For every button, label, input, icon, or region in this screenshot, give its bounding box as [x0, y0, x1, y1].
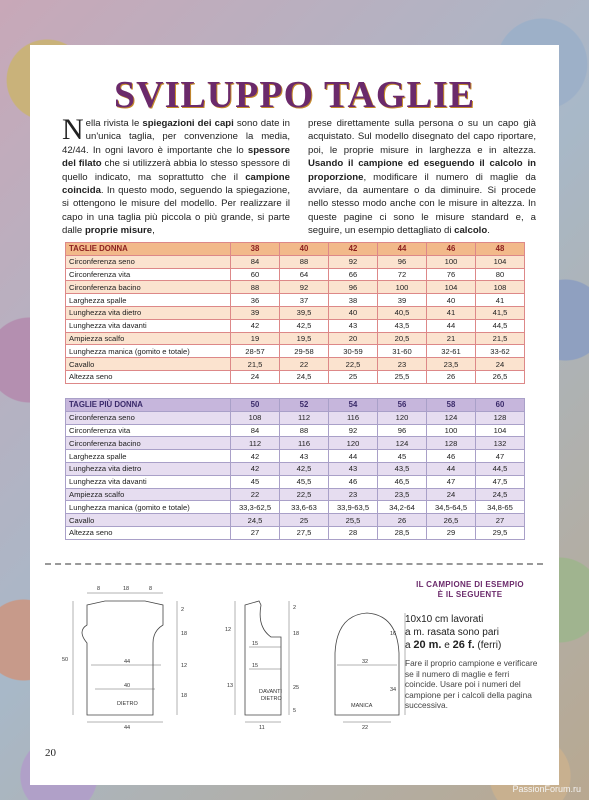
measurement-value: 46,5: [378, 475, 427, 488]
measurement-value: 42: [231, 450, 280, 463]
measurement-value: 36: [231, 294, 280, 307]
measurement-value: 88: [231, 281, 280, 294]
measurement-value: 47: [427, 475, 476, 488]
measurement-value: 64: [280, 268, 329, 281]
sleeve-label: MANICA: [351, 703, 373, 709]
measurement-label: Larghezza spalle: [66, 450, 231, 463]
measurement-label: Lunghezza manica (gomito e totale): [66, 501, 231, 514]
measurement-label: Lunghezza vita dietro: [66, 462, 231, 475]
measurement-value: 19,5: [280, 332, 329, 345]
measurement-value: 116: [329, 411, 378, 424]
page-number: 20: [45, 747, 56, 759]
measurement-value: 96: [329, 281, 378, 294]
intro-segment: calcolo: [454, 225, 488, 237]
sample-stitches: 20 m.: [413, 639, 442, 651]
measurement-value: 41: [427, 306, 476, 319]
table-header-label: TAGLIE PIÙ DONNA: [66, 399, 231, 412]
intro-segment: campione coincida: [62, 171, 290, 197]
measurement-value: 31-60: [378, 345, 427, 358]
measurement-value: 42,5: [280, 319, 329, 332]
measurement-value: 96: [378, 424, 427, 437]
sleeve-right-1: 16: [390, 631, 397, 637]
measurement-value: 32-61: [427, 345, 476, 358]
back-right-3: 12: [181, 663, 188, 669]
table-row: [66, 450, 525, 463]
table-row: [66, 281, 525, 294]
measurement-label: Circonferenza seno: [66, 255, 231, 268]
intro-segment: proprie misure: [84, 225, 153, 237]
sample-gauge: [405, 613, 540, 652]
table-row: [66, 319, 525, 332]
measurement-value: 27: [476, 514, 525, 527]
measurement-value: 22: [280, 358, 329, 371]
measurement-value: 108: [476, 281, 525, 294]
measurement-value: 24: [427, 488, 476, 501]
measurement-value: 33,6-63: [280, 501, 329, 514]
measurement-value: 23: [329, 488, 378, 501]
measurement-value: 34,5-64,5: [427, 501, 476, 514]
measurement-value: 84: [231, 424, 280, 437]
measurement-value: 27,5: [280, 526, 329, 539]
measurement-value: 23,5: [427, 358, 476, 371]
measurement-value: 43: [329, 319, 378, 332]
measurement-value: 33,3-62,5: [231, 501, 280, 514]
sample-text: (ferri): [474, 640, 502, 651]
front-dim-b: 18: [293, 631, 300, 637]
table-header-label: TAGLIE DONNA: [66, 243, 231, 256]
back-right-1: 2: [181, 607, 185, 613]
size-header: 60: [476, 399, 525, 412]
intro-segment: . In questo modo, seguendo la spiegazione, si ottengono le misure del modello. Per realizzare il capo in una taglia più piccola o più grande, si parte dalle: [62, 185, 290, 237]
measurement-value: 124: [427, 411, 476, 424]
measurement-value: 44: [329, 450, 378, 463]
measurement-value: 47: [476, 450, 525, 463]
intro-segment: ,: [152, 225, 155, 237]
sleeve-width: 32: [362, 659, 369, 665]
measurement-value: 25: [329, 370, 378, 383]
back-left-height: 50: [62, 657, 69, 663]
measurement-label: Ampiezza scalfo: [66, 488, 231, 501]
sleeve-bottom: 22: [362, 725, 369, 731]
intro-segment: .: [487, 225, 490, 237]
measurement-value: 100: [427, 255, 476, 268]
measurement-value: 43: [329, 462, 378, 475]
measurement-label: Larghezza spalle: [66, 294, 231, 307]
measurement-value: 72: [378, 268, 427, 281]
table-row: [66, 501, 525, 514]
back-width-2: 40: [124, 683, 131, 689]
measurement-label: Cavallo: [66, 514, 231, 527]
measurement-value: 39,5: [280, 306, 329, 319]
size-header: 46: [427, 243, 476, 256]
measurement-value: 104: [476, 424, 525, 437]
intro-segment: spessore del filato: [62, 144, 290, 170]
back-piece-diagram: [82, 601, 163, 715]
table-row: [66, 332, 525, 345]
measurement-label: Circonferenza vita: [66, 268, 231, 281]
measurement-value: 92: [329, 424, 378, 437]
front-dim-i: 12: [225, 627, 232, 633]
measurement-value: 92: [280, 281, 329, 294]
measurement-value: 26: [378, 514, 427, 527]
measurement-value: 84: [231, 255, 280, 268]
measurement-value: 23,5: [378, 488, 427, 501]
table-row: [66, 488, 525, 501]
sample-heading-line-1: IL CAMPIONE DI ESEMPIO: [416, 580, 524, 589]
measurement-value: 100: [427, 424, 476, 437]
measurement-value: 88: [280, 255, 329, 268]
measurement-value: 39: [231, 306, 280, 319]
back-top-mid: 18: [123, 586, 130, 592]
measurement-value: 29-58: [280, 345, 329, 358]
measurement-label: Circonferenza bacino: [66, 437, 231, 450]
size-header: 54: [329, 399, 378, 412]
measurement-value: 21,5: [231, 358, 280, 371]
measurement-value: 88: [280, 424, 329, 437]
measurement-value: 45: [378, 450, 427, 463]
sample-section: [45, 563, 543, 730]
back-label: DIETRO: [117, 701, 138, 707]
back-top-right: 8: [149, 586, 153, 592]
measurement-value: 24: [231, 370, 280, 383]
front-dim-f: 5: [293, 708, 297, 714]
magazine-page: [30, 45, 559, 785]
measurement-value: 100: [378, 281, 427, 294]
table-row: [66, 475, 525, 488]
measurement-value: 40: [427, 294, 476, 307]
measurement-value: 25,5: [329, 514, 378, 527]
measurement-value: 42,5: [280, 462, 329, 475]
measurement-value: 116: [280, 437, 329, 450]
measurement-label: Altezza seno: [66, 370, 231, 383]
measurement-label: Lunghezza vita dietro: [66, 306, 231, 319]
measurement-value: 112: [231, 437, 280, 450]
measurement-value: 42: [231, 462, 280, 475]
measurement-value: 46: [427, 450, 476, 463]
measurement-value: 132: [476, 437, 525, 450]
measurement-value: 44: [427, 319, 476, 332]
measurement-value: 44,5: [476, 462, 525, 475]
measurement-value: 60: [231, 268, 280, 281]
measurement-value: 40,5: [378, 306, 427, 319]
table-header-row: [66, 243, 525, 256]
back-right-4: 18: [181, 693, 188, 699]
table-row: [66, 306, 525, 319]
measurement-value: 39: [378, 294, 427, 307]
measurement-value: 38: [329, 294, 378, 307]
measurement-value: 28-57: [231, 345, 280, 358]
measurement-value: 120: [329, 437, 378, 450]
size-header: 40: [280, 243, 329, 256]
sample-heading-line-2: È IL SEGUENTE: [437, 590, 503, 599]
measurement-label: Lunghezza vita davanti: [66, 319, 231, 332]
measurement-value: 25: [280, 514, 329, 527]
measurement-label: Circonferenza bacino: [66, 281, 231, 294]
front-dim-c: 15: [252, 641, 259, 647]
table-row: [66, 268, 525, 281]
measurement-label: Cavallo: [66, 358, 231, 371]
sample-text: a: [405, 640, 414, 651]
size-header: 58: [427, 399, 476, 412]
size-header: 50: [231, 399, 280, 412]
intro-paragraph-right: [308, 117, 536, 238]
sample-text: e: [441, 640, 453, 651]
measurement-value: 24,5: [231, 514, 280, 527]
size-table-donna: [65, 242, 525, 384]
front-dim-a: 2: [293, 605, 297, 611]
measurement-value: 112: [280, 411, 329, 424]
measurement-value: 23: [378, 358, 427, 371]
front-label-2: DIETRO: [261, 696, 282, 702]
measurement-value: 33,9-63,5: [329, 501, 378, 514]
sample-heading: [405, 580, 535, 600]
measurement-value: 96: [378, 255, 427, 268]
measurement-value: 28: [329, 526, 378, 539]
measurement-value: 80: [476, 268, 525, 281]
measurement-value: 29,5: [476, 526, 525, 539]
measurement-value: 43,5: [378, 319, 427, 332]
intro-column-left: [62, 113, 290, 238]
measurement-value: 21: [427, 332, 476, 345]
measurement-value: 66: [329, 268, 378, 281]
sample-line-2: a m. rasata sono pari: [405, 627, 499, 638]
size-header: 38: [231, 243, 280, 256]
measurement-value: 45: [231, 475, 280, 488]
measurement-value: 41,5: [476, 306, 525, 319]
measurement-value: 46: [329, 475, 378, 488]
measurement-value: 108: [231, 411, 280, 424]
measurement-value: 26: [427, 370, 476, 383]
measurement-value: 43,5: [378, 462, 427, 475]
measurement-value: 120: [378, 411, 427, 424]
table-row: [66, 424, 525, 437]
measurement-label: Lunghezza manica (gomito e totale): [66, 345, 231, 358]
measurement-value: 20,5: [378, 332, 427, 345]
measurement-value: 42: [231, 319, 280, 332]
measurement-value: 22,5: [280, 488, 329, 501]
measurement-label: Circonferenza vita: [66, 424, 231, 437]
measurement-value: 27: [231, 526, 280, 539]
measurement-value: 28,5: [378, 526, 427, 539]
intro-paragraph-left: [62, 113, 290, 238]
table-row: [66, 437, 525, 450]
measurement-value: 128: [427, 437, 476, 450]
measurement-value: 44,5: [476, 319, 525, 332]
front-dim-h: 15: [252, 663, 259, 669]
measurement-value: 26,5: [427, 514, 476, 527]
measurement-value: 34,2-64: [378, 501, 427, 514]
measurement-value: 30-59: [329, 345, 378, 358]
measurement-label: Ampiezza scalfo: [66, 332, 231, 345]
table-row: [66, 358, 525, 371]
measurement-value: 29: [427, 526, 476, 539]
measurement-label: Circonferenza seno: [66, 411, 231, 424]
watermark: PassionForum.ru: [512, 784, 581, 794]
sample-rows: 26 f.: [452, 639, 475, 651]
measurement-value: 37: [280, 294, 329, 307]
front-dim-d: 25: [293, 685, 300, 691]
measurement-value: 25,5: [378, 370, 427, 383]
back-top-left: 8: [97, 586, 101, 592]
measurement-value: 43: [280, 450, 329, 463]
table-row: [66, 255, 525, 268]
intro-segment: , modificare il numero di maglie da avviare, da aumentare o da diminuire. Si procede nello stesso modo anche con le misure in altezza. In queste pagine ci sono le misure standard e, a seguire, un esempio dettagliato di: [308, 171, 536, 237]
size-header: 52: [280, 399, 329, 412]
front-dim-e: 13: [227, 683, 234, 689]
measurement-value: 44: [427, 462, 476, 475]
measurement-label: Altezza seno: [66, 526, 231, 539]
measurement-value: 104: [427, 281, 476, 294]
sample-note: Fare il proprio campione e verificare se il numero di maglie e ferri coincide. Usare poi i numeri del campione per i calcoli della pagina successiva.: [405, 658, 538, 711]
measurement-value: 22: [231, 488, 280, 501]
back-bottom: 44: [124, 725, 131, 731]
measurement-value: 41: [476, 294, 525, 307]
measurement-value: 24: [476, 358, 525, 371]
measurement-value: 33-62: [476, 345, 525, 358]
measurement-value: 24,5: [476, 488, 525, 501]
measurement-label: Lunghezza vita davanti: [66, 475, 231, 488]
measurement-value: 104: [476, 255, 525, 268]
intro-segment: spiegazioni dei capi: [142, 118, 234, 129]
drop-cap: N: [62, 113, 84, 146]
sleeve-right-2: 34: [390, 687, 397, 693]
pattern-schematic: [45, 565, 395, 730]
size-header: 42: [329, 243, 378, 256]
sample-line-3: [405, 639, 540, 652]
intro-segment: prese direttamente sulla persona o su un capo già acquistato. Sul modello disegnato del capo riportare, poi, le proprie misure in larghezza e in altezza.: [308, 118, 536, 156]
measurement-value: 24,5: [280, 370, 329, 383]
measurement-value: 26,5: [476, 370, 525, 383]
measurement-value: 92: [329, 255, 378, 268]
measurement-value: 20: [329, 332, 378, 345]
table-row: [66, 294, 525, 307]
measurement-value: 128: [476, 411, 525, 424]
measurement-value: 21,5: [476, 332, 525, 345]
table-row: [66, 370, 525, 383]
measurement-value: 22,5: [329, 358, 378, 371]
table-row: [66, 526, 525, 539]
table-row: [66, 411, 525, 424]
table-row: [66, 514, 525, 527]
intro-segment: Usando il campione ed eseguendo il calcolo in proporzione: [308, 158, 536, 183]
measurement-value: 76: [427, 268, 476, 281]
size-header: 56: [378, 399, 427, 412]
measurement-value: 19: [231, 332, 280, 345]
measurement-value: 47,5: [476, 475, 525, 488]
size-header: 44: [378, 243, 427, 256]
front-dim-g: 11: [259, 725, 265, 731]
measurement-value: 40: [329, 306, 378, 319]
size-header: 48: [476, 243, 525, 256]
table-header-row: [66, 399, 525, 412]
back-right-2: 18: [181, 631, 188, 637]
intro-column-right: [308, 117, 536, 238]
size-table-piu-donna: [65, 398, 525, 540]
intro-segment: sono date in un'unica taglia, per convenzione la media, 42/44. In ogni lavoro è importante che lo: [62, 118, 290, 156]
front-label-1: DAVANTI: [259, 689, 283, 695]
intro-text: [62, 113, 536, 237]
page-title: SVILUPPO TAGLIE: [114, 74, 475, 116]
table-row: [66, 462, 525, 475]
sample-line-1: 10x10 cm lavorati: [405, 614, 484, 625]
table-row: [66, 345, 525, 358]
measurement-value: 45,5: [280, 475, 329, 488]
intro-segment: che si utilizzerà abbia lo stesso spessore di quello indicato, ma soprattutto che il: [62, 158, 290, 183]
intro-segment: ella rivista le: [85, 118, 143, 129]
measurement-value: 34,8-65: [476, 501, 525, 514]
back-width-1: 44: [124, 659, 131, 665]
measurement-value: 124: [378, 437, 427, 450]
